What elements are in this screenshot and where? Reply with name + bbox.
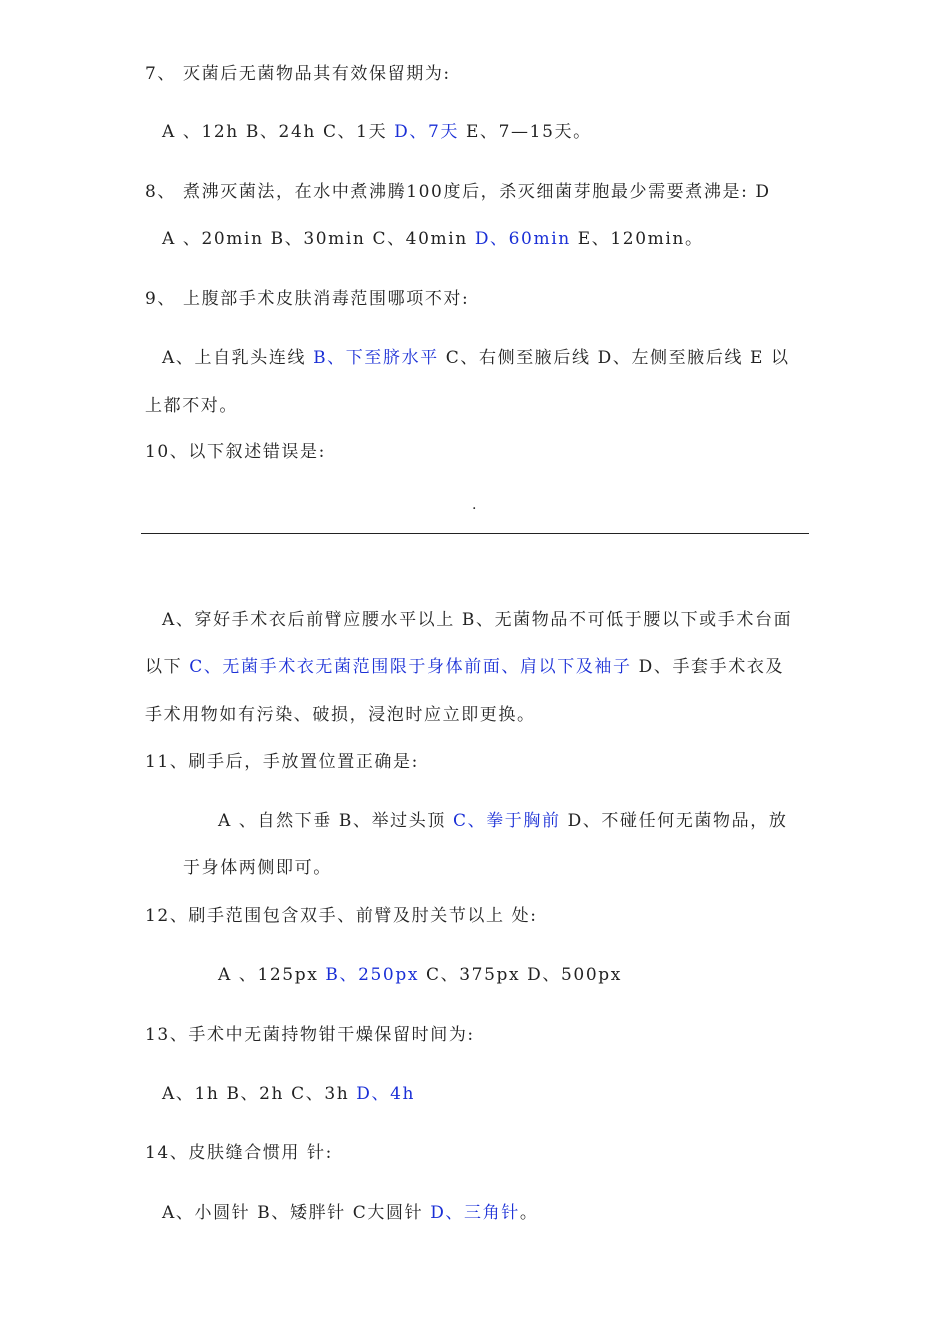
option-text: A 、自然下垂 B、举过头顶 <box>218 811 453 831</box>
option-text: A 、20min B、30min C、40min <box>162 229 475 249</box>
answer-highlight: C、无菌手术衣无菌范围限于身体前面、肩以下及袖子 <box>189 657 632 677</box>
page-break-mark: . <box>472 497 477 513</box>
page-divider <box>141 533 809 534</box>
answer-highlight: B、250px <box>325 965 420 985</box>
question-10-stem: 10、以下叙述错误是: <box>145 442 326 462</box>
question-14-stem: 14、皮肤缝合惯用 针: <box>145 1143 333 1163</box>
option-text: A 、12h B、24h C、1天 <box>162 122 395 142</box>
question-13-stem: 13、手术中无菌持物钳干燥保留时间为: <box>145 1025 475 1045</box>
option-text: D、不碰任何无菌物品，放 <box>560 811 788 831</box>
question-7-options <box>162 121 592 143</box>
answer-highlight: D、4h <box>356 1084 416 1104</box>
question-9-continuation: 上都不对。 <box>145 396 238 416</box>
option-text: E、7—15天。 <box>459 122 592 142</box>
question-9-options <box>162 347 790 369</box>
question-8-options <box>162 228 704 250</box>
answer-highlight: D、三角针 <box>430 1203 520 1223</box>
question-10-option-line-3: 手术用物如有污染、破损，浸泡时应立即更换。 <box>145 705 536 725</box>
option-text: E、120min。 <box>570 229 704 249</box>
option-text: A、上自乳头连线 <box>162 348 314 368</box>
question-10-option-line-1: A、穿好手术衣后前臂应腰水平以上 B、无菌物品不可低于腰以下或手术台面 <box>162 610 793 630</box>
option-text: 以下 <box>145 657 190 677</box>
question-12-options <box>218 964 622 986</box>
question-14-options <box>162 1202 538 1224</box>
option-text: C、右侧至腋后线 D、左侧至腋后线 E 以 <box>438 348 790 368</box>
option-text: A、小圆针 B、矮胖针 C大圆针 <box>162 1203 431 1223</box>
question-11-options <box>218 810 787 832</box>
option-text: 。 <box>519 1203 539 1223</box>
question-13-options <box>162 1083 415 1105</box>
option-text: A、1h B、2h C、3h <box>162 1084 357 1104</box>
question-9-stem: 9、 上腹部手术皮肤消毒范围哪项不对: <box>145 289 470 309</box>
option-text: D、手套手术衣及 <box>631 657 785 677</box>
question-11-continuation: 于身体两侧即可。 <box>183 858 332 878</box>
answer-highlight: D、60min <box>474 229 571 249</box>
question-11-stem: 11、刷手后，手放置位置正确是: <box>145 752 419 772</box>
answer-highlight: B、下至脐水平 <box>313 348 439 368</box>
answer-highlight: C、拳于胸前 <box>452 811 561 831</box>
question-8-stem: 8、 煮沸灭菌法，在水中煮沸腾100度后，杀灭细菌芽胞最少需要煮沸是: D <box>145 182 771 202</box>
question-7-stem: 7、 灭菌后无菌物品其有效保留期为: <box>145 64 451 84</box>
answer-highlight: D、7天 <box>394 122 460 142</box>
question-10-option-line-2 <box>145 656 784 678</box>
question-12-stem: 12、刷手范围包含双手、前臂及肘关节以上 处: <box>145 906 538 926</box>
option-text: C、375px D、500px <box>419 965 622 985</box>
option-text: A 、125px <box>218 965 326 985</box>
